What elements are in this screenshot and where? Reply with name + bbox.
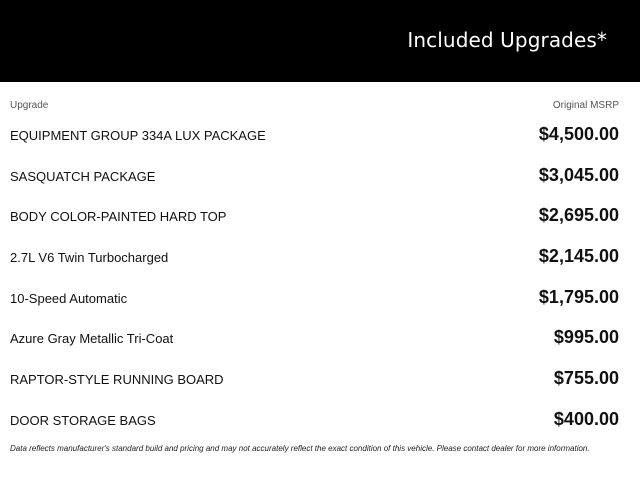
upgrades-list bbox=[10, 115, 619, 441]
upgrade-price: $2,145.00 bbox=[538, 246, 619, 267]
upgrade-price: $400.00 bbox=[553, 408, 619, 429]
upgrade-name: DOOR STORAGE BAGS bbox=[10, 412, 156, 428]
list-item bbox=[10, 196, 619, 237]
list-item bbox=[10, 359, 619, 400]
upgrade-price: $755.00 bbox=[553, 368, 619, 389]
disclaimer-text: Data reflects manufacturer's standard build and pricing and may not accurately reflect the exact condition of this vehicle. Please contact dealer for more information. bbox=[10, 444, 590, 453]
column-headers bbox=[10, 100, 619, 114]
upgrade-name: 10-Speed Automatic bbox=[10, 290, 128, 306]
upgrade-name: Azure Gray Metallic Tri-Coat bbox=[10, 331, 174, 347]
upgrade-price: $1,795.00 bbox=[538, 286, 619, 307]
upgrade-name: BODY COLOR-PAINTED HARD TOP bbox=[10, 209, 227, 225]
list-item bbox=[10, 318, 619, 359]
upgrade-name: SASQUATCH PACKAGE bbox=[10, 168, 156, 184]
list-item bbox=[10, 400, 619, 441]
upgrade-name: 2.7L V6 Twin Turbocharged bbox=[10, 250, 169, 266]
upgrade-price: $995.00 bbox=[553, 327, 619, 348]
list-item bbox=[10, 115, 619, 156]
upgrade-name: EQUIPMENT GROUP 334A LUX PACKAGE bbox=[10, 128, 266, 143]
upgrade-price: $4,500.00 bbox=[538, 124, 619, 144]
upgrade-price: $2,695.00 bbox=[538, 205, 619, 226]
upgrade-price: $3,045.00 bbox=[538, 164, 619, 185]
header-bar bbox=[0, 0, 640, 82]
upgrade-name: RAPTOR-STYLE RUNNING BOARD bbox=[10, 372, 224, 388]
column-header-upgrade: Upgrade bbox=[10, 100, 49, 111]
list-item bbox=[10, 237, 619, 278]
page-title: Included Upgrades* bbox=[407, 28, 607, 52]
column-header-msrp: Original MSRP bbox=[552, 100, 619, 111]
list-item bbox=[10, 156, 619, 197]
list-item bbox=[10, 278, 619, 319]
